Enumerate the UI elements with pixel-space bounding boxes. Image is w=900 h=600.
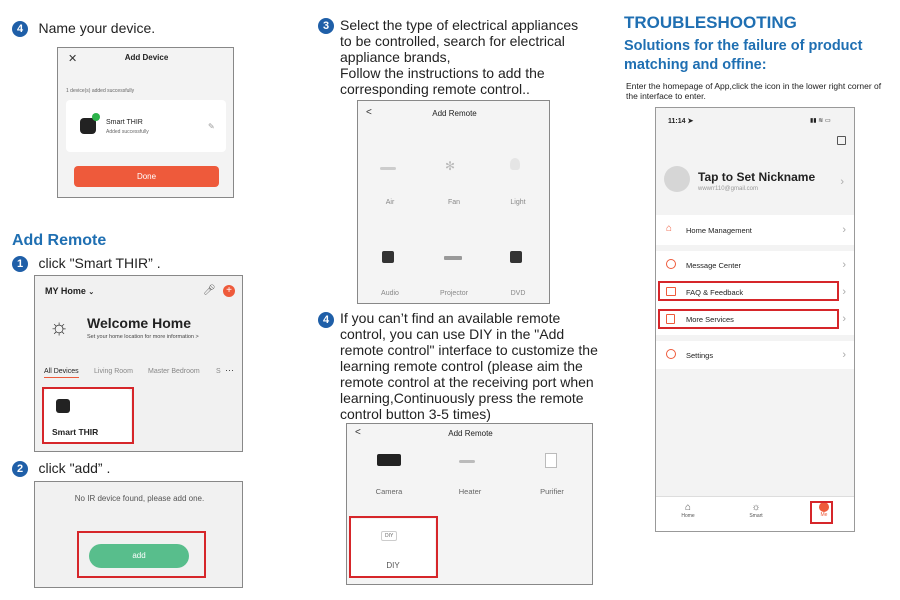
air-icon[interactable] (380, 167, 396, 170)
step-number: 4 (12, 21, 28, 37)
menu-group-3 (656, 341, 855, 369)
step-number: 4 (318, 312, 334, 328)
home-management-icon: ⌂ (666, 223, 673, 234)
light-icon[interactable] (510, 158, 520, 170)
highlight-device-tile (42, 387, 134, 444)
highlight-me-tab (810, 501, 833, 524)
device-name: Smart THIR (106, 119, 143, 126)
add-remote-title: Add Remote (432, 109, 477, 118)
step-text: If you can’t find an available remote control, you can use DIY in the "Add remote control" interface to customize the learning remote control (please aim the remote control at the receiving port when learning,Continuously press the remote control button 3-5 times) (340, 310, 598, 422)
set-location-link[interactable]: Set your home location for more information > (87, 334, 199, 340)
remote-type-camera[interactable]: Camera (375, 487, 403, 496)
my-home-text: MY Home (45, 286, 86, 296)
remote-type-purifier[interactable]: Purifier (540, 487, 564, 496)
email: wwwrr110@gmail.com (698, 186, 758, 192)
nav-smart[interactable] (744, 502, 768, 519)
device-card[interactable] (66, 100, 226, 152)
time-text: 11:14 (668, 118, 686, 125)
step-text: click "Smart THIR” . (38, 255, 161, 271)
troubleshooting-instruction: Enter the homepage of App,click the icon in the lower right corner of the interface to enter. (626, 81, 882, 101)
highlight-faq (658, 281, 839, 301)
remote-type-projector[interactable]: Projector (439, 290, 468, 297)
edit-icon[interactable]: ✎ (208, 122, 215, 131)
menu-group-1 (656, 215, 855, 245)
chevron-right-icon: › (840, 176, 844, 188)
chevron-right-icon: › (842, 259, 846, 271)
step-text: Select the type of electrical appliances to be controlled, search for electrical appliance brands, Follow the instructions to add the corresponding remote control.. (340, 17, 579, 97)
settings-icon (666, 349, 676, 359)
status-icons: ▮▮ ≋ ▭ (810, 118, 831, 124)
camera-icon[interactable] (377, 454, 401, 466)
mic-icon[interactable]: 🎤︎ (203, 285, 216, 296)
fan-icon[interactable]: ✻ (445, 159, 456, 173)
nav-home[interactable] (676, 502, 700, 519)
tab-living-room[interactable]: Living Room (94, 368, 133, 375)
step4-diy (318, 310, 600, 422)
tab-more[interactable]: S (216, 368, 221, 375)
more-icon[interactable]: ··· (225, 365, 234, 375)
status-time: 11:14 ➤ (668, 118, 694, 125)
menu-faq-feedback[interactable]: FAQ & Feedback (686, 288, 744, 297)
remote-type-fan[interactable]: Fan (447, 199, 461, 206)
chevron-right-icon: › (842, 224, 846, 236)
close-icon[interactable]: ✕ (68, 53, 78, 65)
remote-type-air[interactable]: Air (385, 199, 395, 206)
troubleshooting-title: TROUBLESHOOTING (624, 13, 797, 32)
remote-type-audio[interactable]: Audio (381, 290, 399, 297)
projector-icon[interactable] (444, 256, 462, 260)
step1-click (12, 255, 161, 273)
my-home-label[interactable] (45, 286, 94, 296)
no-ir-message: No IR device found, please add one. (74, 494, 205, 503)
sun-icon: ☼ (49, 314, 70, 339)
menu-more-services[interactable]: More Services (686, 315, 734, 324)
add-device-screenshot (57, 47, 234, 198)
step-text: click "add” . (38, 460, 111, 476)
avatar[interactable] (664, 166, 690, 192)
diy-label: DIY (386, 561, 400, 570)
smart-icon: ☼ (751, 502, 761, 513)
step4-name-device (12, 20, 155, 38)
chevron-down-icon: ⌄ (88, 289, 95, 296)
add-button[interactable]: add (89, 544, 189, 568)
back-icon[interactable]: < (366, 107, 372, 118)
add-icon[interactable]: + (223, 285, 235, 297)
add-remote-screenshot-1 (357, 100, 550, 304)
diy-badge: DIY (381, 531, 397, 541)
step3-select-type (318, 17, 593, 97)
remote-type-heater[interactable]: Heater (458, 487, 482, 496)
back-icon[interactable]: < (355, 427, 361, 438)
nav-smart-label: Smart (749, 513, 763, 519)
step-number: 2 (12, 461, 28, 477)
chevron-right-icon: › (842, 313, 846, 325)
add-device-title: Add Device (124, 53, 169, 62)
tab-master-bedroom[interactable]: Master Bedroom (148, 368, 200, 375)
remote-type-dvd[interactable]: DVD (510, 290, 526, 297)
set-location-text: Set your home location for more information (87, 334, 194, 340)
remote-type-light[interactable]: Light (510, 199, 526, 206)
step2-click-add (12, 460, 110, 478)
dvd-icon[interactable] (510, 251, 522, 263)
add-remote-title: Add Remote (448, 429, 493, 438)
nav-home-label: Home (681, 513, 695, 519)
home-icon: ⌂ (684, 502, 692, 513)
nickname[interactable]: Tap to Set Nickname (698, 170, 816, 184)
device-status: Added successfully (106, 129, 149, 135)
add-remote-heading: Add Remote (12, 232, 107, 249)
chevron-right-icon: › (842, 349, 846, 361)
troubleshooting-subheading: Solutions for the failure of product matching and offine: (624, 38, 863, 73)
nav-me-label: Me (820, 512, 828, 518)
step-text: Name your device. (38, 20, 156, 36)
highlight-diy-tile (349, 516, 438, 578)
highlight-add-button (77, 531, 206, 578)
added-count: 1 device(s) added successfully (66, 88, 135, 94)
check-icon (92, 113, 100, 121)
step-number: 1 (12, 256, 28, 272)
menu-home-management[interactable]: Home Management (686, 226, 752, 235)
tab-all-devices[interactable]: All Devices (44, 368, 79, 378)
step-number: 3 (318, 18, 334, 34)
chevron-right-icon: › (842, 286, 846, 298)
purifier-icon[interactable] (545, 453, 557, 468)
highlight-more-services (658, 309, 839, 329)
menu-settings[interactable]: Settings (686, 351, 714, 360)
menu-message-center[interactable]: Message Center (686, 261, 742, 270)
audio-icon[interactable] (382, 251, 394, 263)
heater-icon[interactable] (459, 460, 475, 463)
message-center-icon (666, 259, 676, 269)
welcome-title: Welcome Home (87, 315, 191, 331)
scan-icon[interactable] (837, 136, 846, 145)
done-button[interactable]: Done (74, 166, 219, 187)
device-label: Smart THIR (52, 427, 99, 437)
